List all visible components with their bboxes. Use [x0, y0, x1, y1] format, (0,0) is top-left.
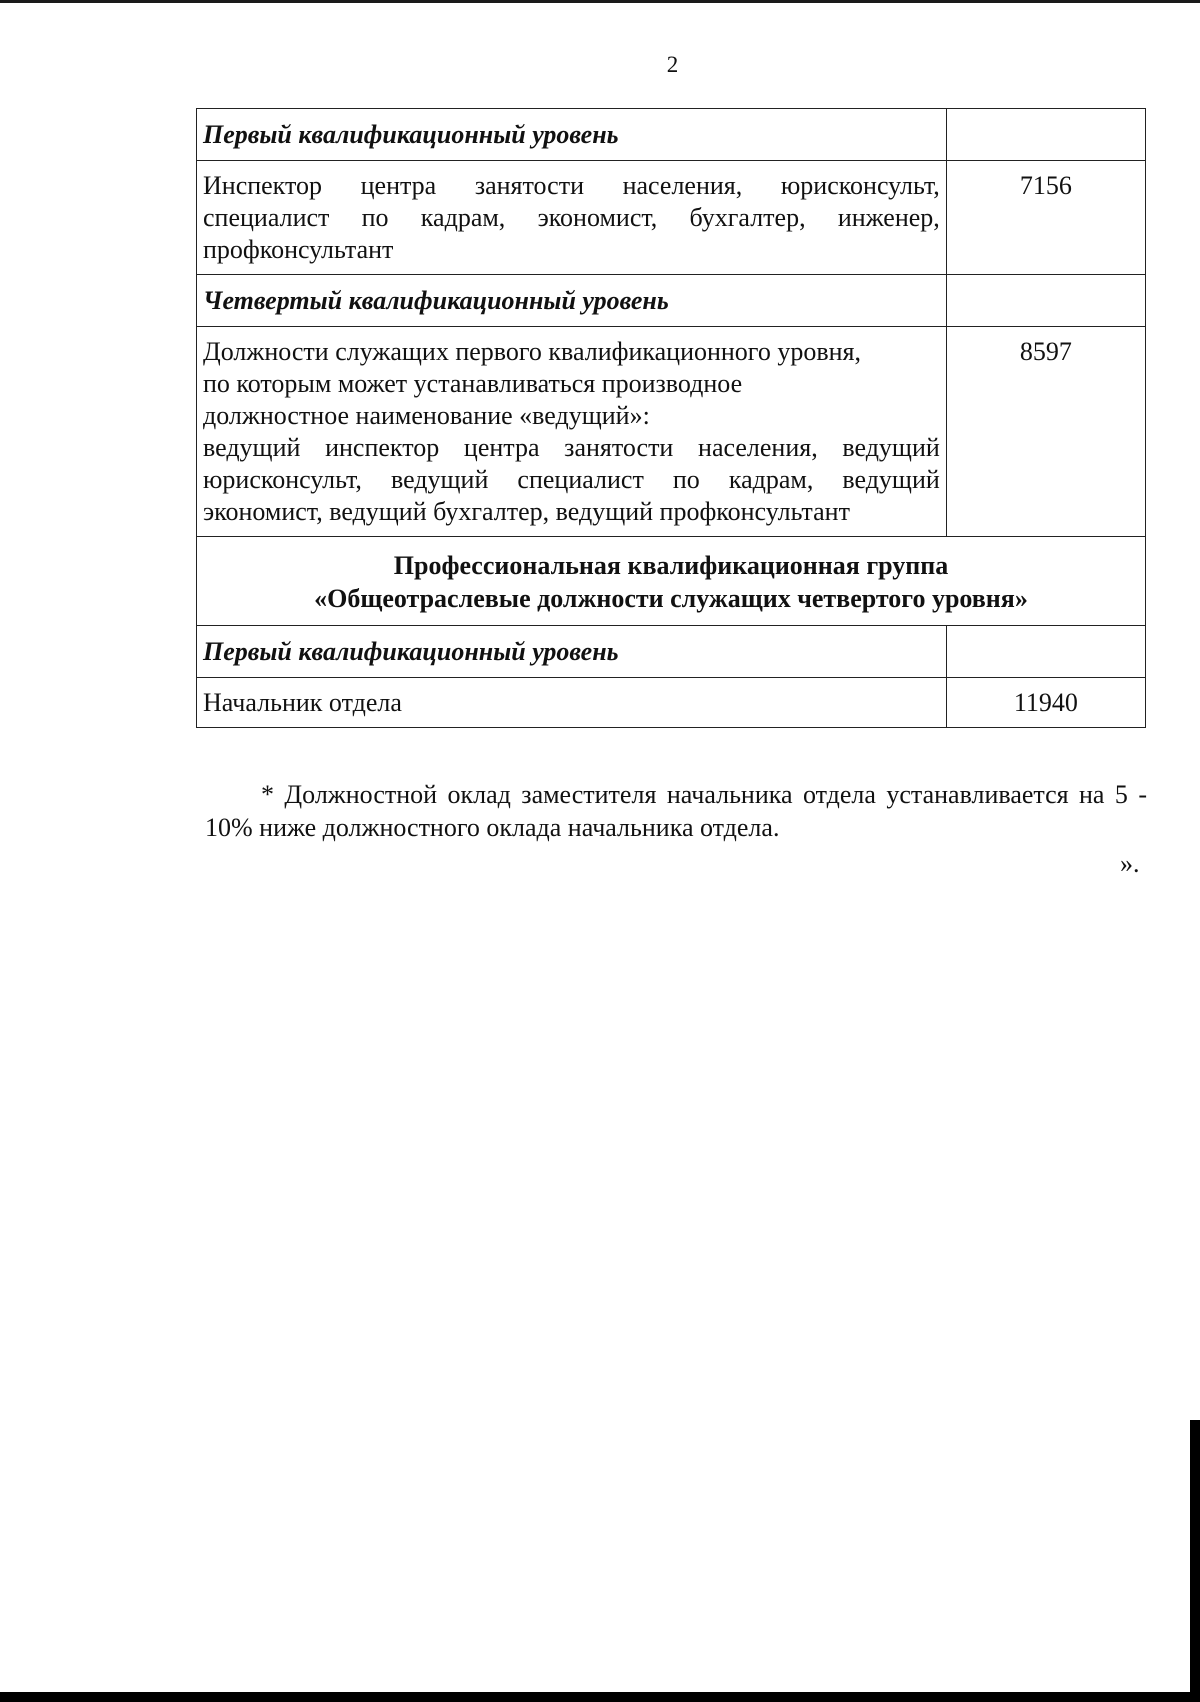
group-heading-line: Профессиональная квалификационная группа — [393, 551, 949, 580]
qualification-level-heading: Первый квалификационный уровень — [197, 109, 947, 161]
table-row — [197, 327, 1146, 537]
footnote: * Должностной оклад заместителя начальника отдела устанавливается на 5 - 10% ниже должностного оклада начальника отдела. — [205, 780, 1147, 842]
salary-value: 8597 — [946, 327, 1145, 537]
qualification-level-heading: Четвертый квалификационный уровень — [197, 275, 947, 327]
salary-value: 7156 — [946, 161, 1145, 275]
position-list — [197, 678, 947, 728]
page-number: 2 — [666, 52, 679, 77]
scan-border-bottom — [0, 1692, 1200, 1702]
table-row — [197, 626, 1146, 678]
position-intro-line: должностное наименование «ведущий»: — [203, 401, 650, 430]
salary-value — [946, 626, 1145, 678]
table-row — [197, 678, 1146, 728]
position-list-text: Начальник отдела — [203, 688, 402, 717]
qualification-level-heading: Первый квалификационный уровень — [197, 626, 947, 678]
group-heading-line: «Общеотраслевые должности служащих четвертого уровня» — [314, 584, 1028, 613]
qualification-group-heading — [197, 537, 1146, 626]
position-list-text: ведущий инспектор центра занятости населения, ведущий юрисконсульт, ведущий специалист по кадрам, ведущий экономист, ведущий бухгалтер, ведущий профконсультант — [203, 433, 940, 526]
position-intro-line: Должности служащих первого квалификационного уровня, — [203, 337, 861, 366]
position-intro-line: по которым может устанавливаться производное — [203, 369, 743, 398]
table-row — [197, 275, 1146, 327]
scan-border-top — [0, 0, 1200, 3]
position-list — [197, 327, 947, 537]
salary-table — [196, 108, 1146, 728]
position-list-text: Инспектор центра занятости населения, юрисконсульт, специалист по кадрам, экономист, бухгалтер, инженер, профконсультант — [203, 171, 940, 264]
closing-quote-mark: ». — [1120, 849, 1140, 878]
scan-border-right — [1190, 1420, 1200, 1702]
table-row — [197, 161, 1146, 275]
table-row — [197, 537, 1146, 626]
salary-value: 11940 — [946, 678, 1145, 728]
salary-value — [946, 275, 1145, 327]
table-row — [197, 109, 1146, 161]
position-list — [197, 161, 947, 275]
salary-value — [946, 109, 1145, 161]
